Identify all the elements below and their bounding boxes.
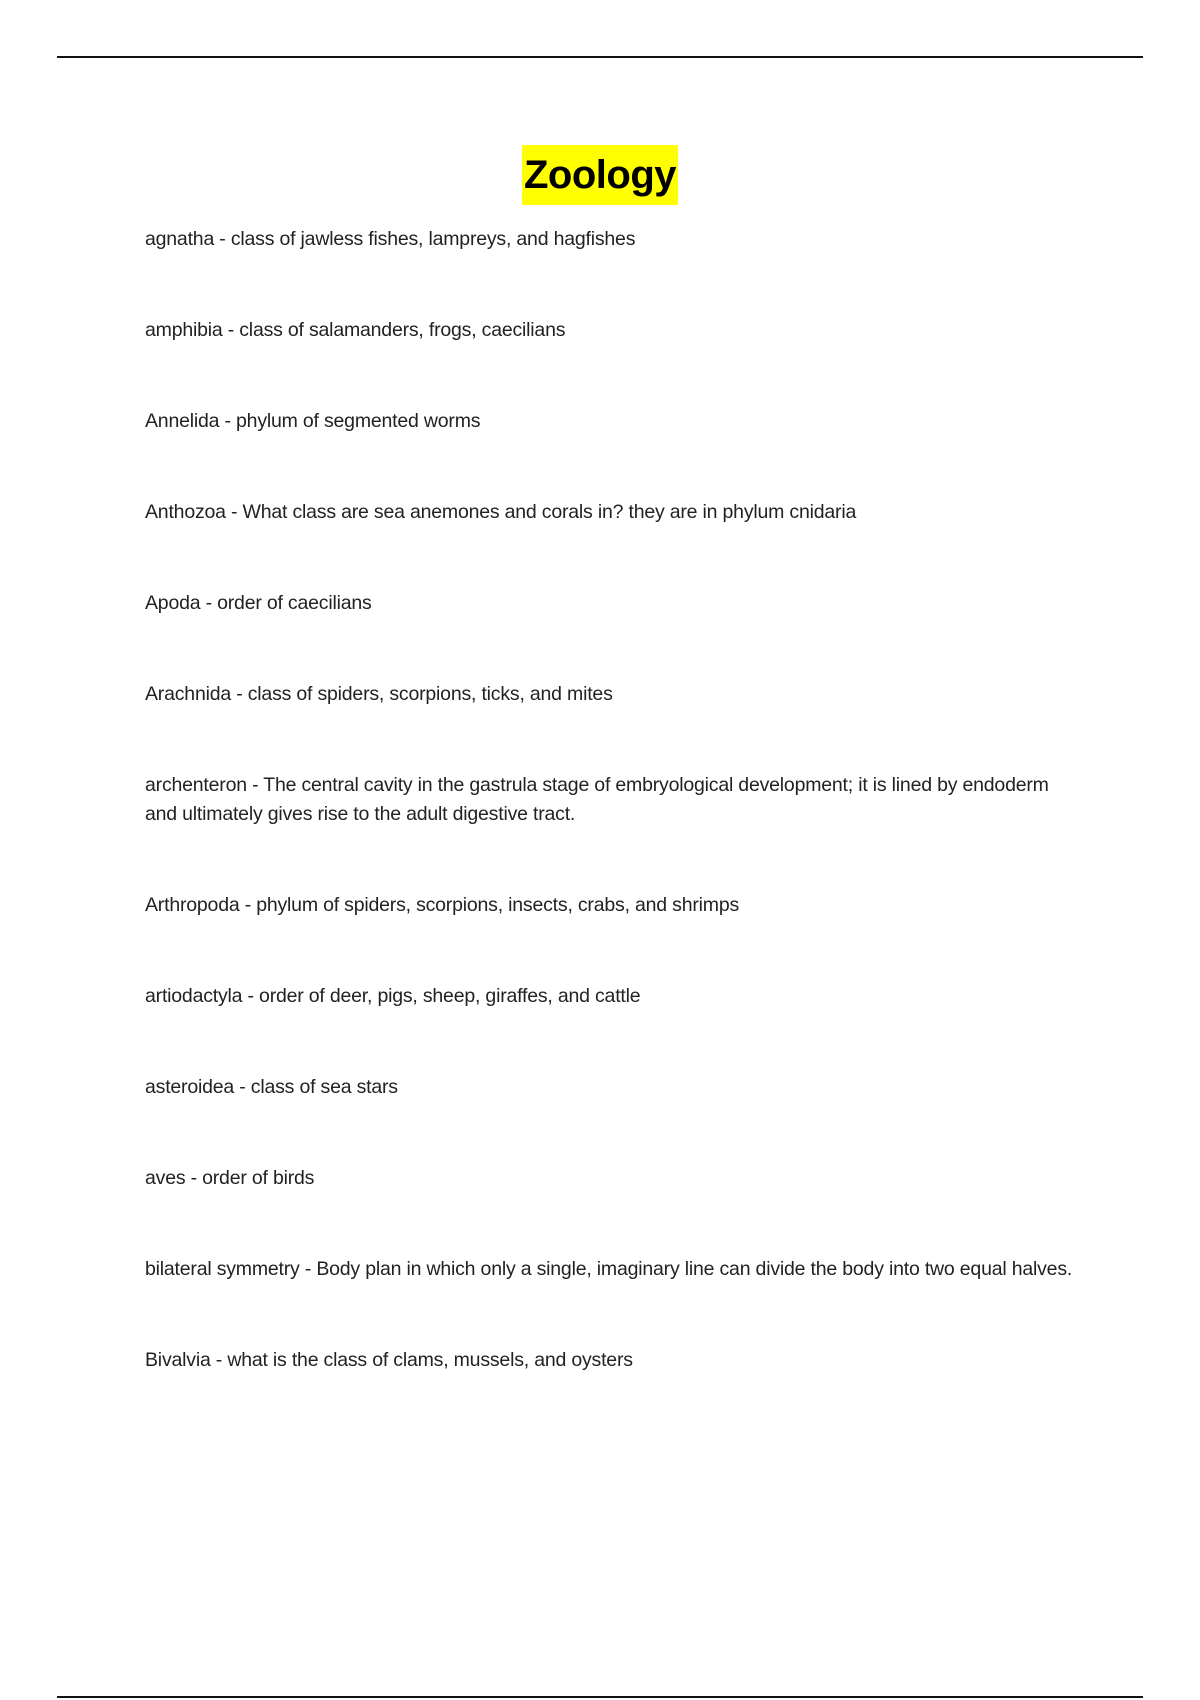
glossary-entry: Arthropoda - phylum of spiders, scorpions, insects, crabs, and shrimps bbox=[145, 894, 740, 916]
glossary-entry: Arachnida - class of spiders, scorpions, ticks, and mites bbox=[145, 683, 613, 705]
glossary-entry: artiodactyla - order of deer, pigs, sheep, giraffes, and cattle bbox=[145, 985, 641, 1007]
glossary-entry: Bivalvia - what is the class of clams, mussels, and oysters bbox=[145, 1349, 633, 1371]
footer-rule bbox=[57, 1696, 1143, 1698]
glossary-entry: Annelida - phylum of segmented worms bbox=[145, 410, 481, 432]
glossary-entry: aves - order of birds bbox=[145, 1167, 315, 1189]
glossary-entry: asteroidea - class of sea stars bbox=[145, 1076, 398, 1098]
header-rule bbox=[57, 56, 1143, 58]
page-title: Zoology bbox=[522, 145, 678, 205]
glossary-entry: Apoda - order of caecilians bbox=[145, 592, 372, 614]
glossary-list bbox=[145, 225, 1085, 1437]
glossary-entry: bilateral symmetry - Body plan in which only a single, imaginary line can divide the body into two equal halves. bbox=[145, 1258, 1073, 1280]
glossary-entry: amphibia - class of salamanders, frogs, caecilians bbox=[145, 319, 566, 341]
glossary-entry: agnatha - class of jawless fishes, lampreys, and hagfishes bbox=[145, 228, 636, 250]
title-container bbox=[0, 145, 1200, 205]
glossary-entry: archenteron - The central cavity in the gastrula stage of embryological development; it is lined by endoderm and ultimately gives rise to the adult digestive tract. bbox=[145, 774, 1049, 825]
glossary-entry: Anthozoa - What class are sea anemones and corals in? they are in phylum cnidaria bbox=[145, 501, 857, 523]
